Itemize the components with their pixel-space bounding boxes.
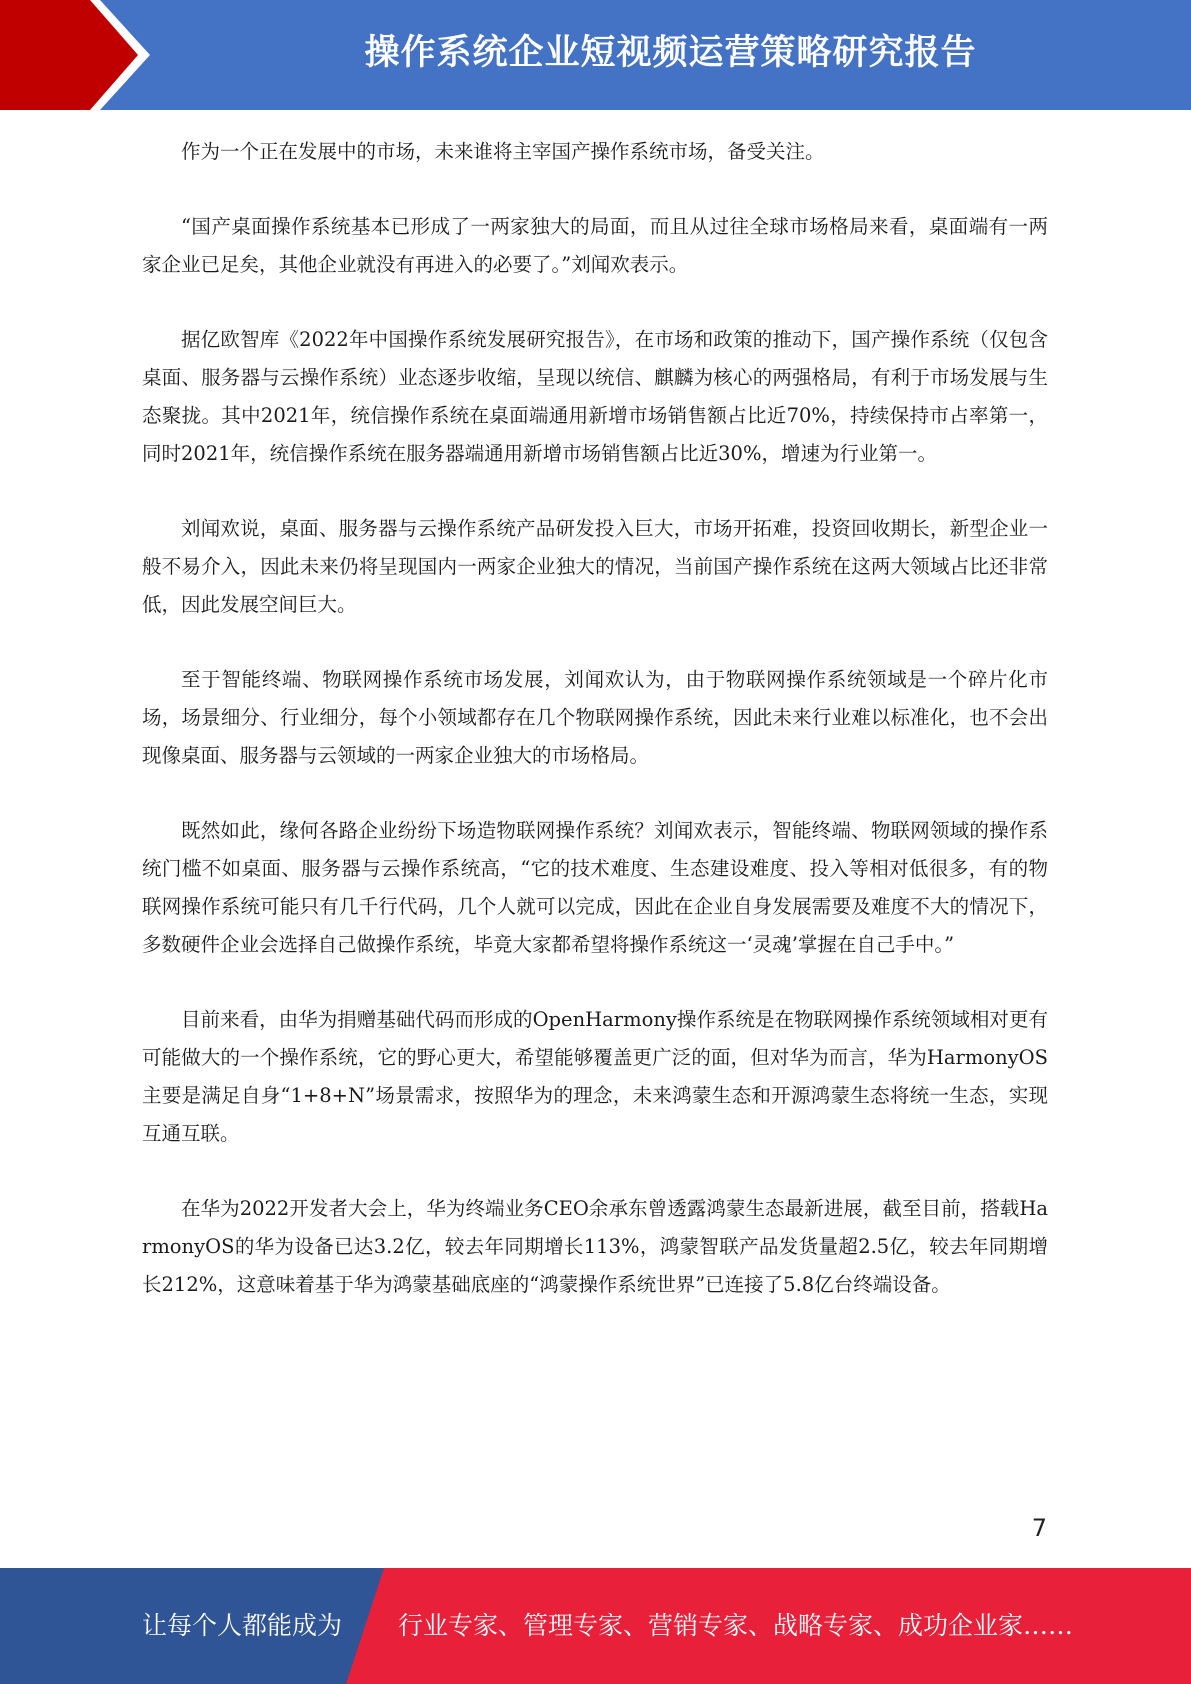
page-header	[0, 0, 1191, 110]
paragraph: 作为一个正在发展中的市场，未来谁将主宰国产操作系统市场，备受关注。	[181, 140, 825, 163]
paragraph: 至于智能终端、物联网操作系统市场发展，刘闻欢认为，由于物联网操作系统领域是一个碎片化市场，场景细分、行业细分，每个小领域都存在几个物联网操作系统，因此未来行业难以标准化，也不会出现像桌面、服务器与云领域的一两家企业独大的市场格局。	[142, 668, 1048, 767]
paragraph: “国产桌面操作系统基本已形成了一两家独大的局面，而且从过往全球市场格局来看，桌面端有一两家企业已足矣，其他企业就没有再进入的必要了。”刘闻欢表示。	[142, 215, 1048, 276]
paragraph: 据亿欧智库《2022年中国操作系统发展研究报告》，在市场和政策的推动下，国产操作系统（仅包含桌面、服务器与云操作系统）业态逐步收缩，呈现以统信、麒麟为核心的两强格局，有利于市场发展与生态聚拢。其中2021年，统信操作系统在桌面端通用新增市场销售额占比近70%，持续保持市占率第一，同时2021年，统信操作系统在服务器端通用新增市场销售额占比近30%，增速为行业第一。	[142, 328, 1048, 465]
document-body	[142, 133, 1048, 1341]
footer-slogan-right: 行业专家、管理专家、营销专家、战略专家、成功企业家……	[398, 1611, 1074, 1640]
paragraph: 既然如此，缘何各路企业纷纷下场造物联网操作系统？刘闻欢表示，智能终端、物联网领域的操作系统门槛不如桌面、服务器与云操作系统高，“它的技术难度、生态建设难度、投入等相对低很多，有的物联网操作系统可能只有几千行代码，几个人就可以完成，因此在企业自身发展需要及难度不大的情况下，多数硬件企业会选择自己做操作系统，毕竟大家都希望将操作系统这一‘灵魂’掌握在自己手中。”	[142, 819, 1048, 956]
page-footer	[0, 1568, 1191, 1684]
paragraph: 目前来看，由华为捐赠基础代码而形成的OpenHarmony操作系统是在物联网操作系统领域相对更有可能做大的一个操作系统，它的野心更大，希望能够覆盖更广泛的面，但对华为而言，华为HarmonyOS主要是满足自身“1+8+N”场景需求，按照华为的理念，未来鸿蒙生态和开源鸿蒙生态将统一生态，实现互通互联。	[142, 1008, 1048, 1145]
chevron-decoration	[0, 0, 160, 110]
chevron-red-shape	[0, 0, 138, 110]
page-title: 操作系统企业短视频运营策略研究报告	[364, 33, 977, 73]
page-number: 7	[1031, 1514, 1047, 1542]
paragraph: 在华为2022开发者大会上，华为终端业务CEO余承东曾透露鸿蒙生态最新进展，截至目前，搭载HarmonyOS的华为设备已达3.2亿，较去年同期增长113%，鸿蒙智联产品发货量超2.5亿，较去年同期增长212%，这意味着基于华为鸿蒙基础底座的“鸿蒙操作系统世界”已连接了5.8亿台终端设备。	[142, 1197, 1048, 1296]
footer-slogan-left: 让每个人都能成为	[142, 1611, 343, 1640]
paragraph: 刘闻欢说，桌面、服务器与云操作系统产品研发投入巨大，市场开拓难，投资回收期长，新型企业一般不易介入，因此未来仍将呈现国内一两家企业独大的情况，当前国产操作系统在这两大领域占比还非常低，因此发展空间巨大。	[142, 517, 1048, 616]
